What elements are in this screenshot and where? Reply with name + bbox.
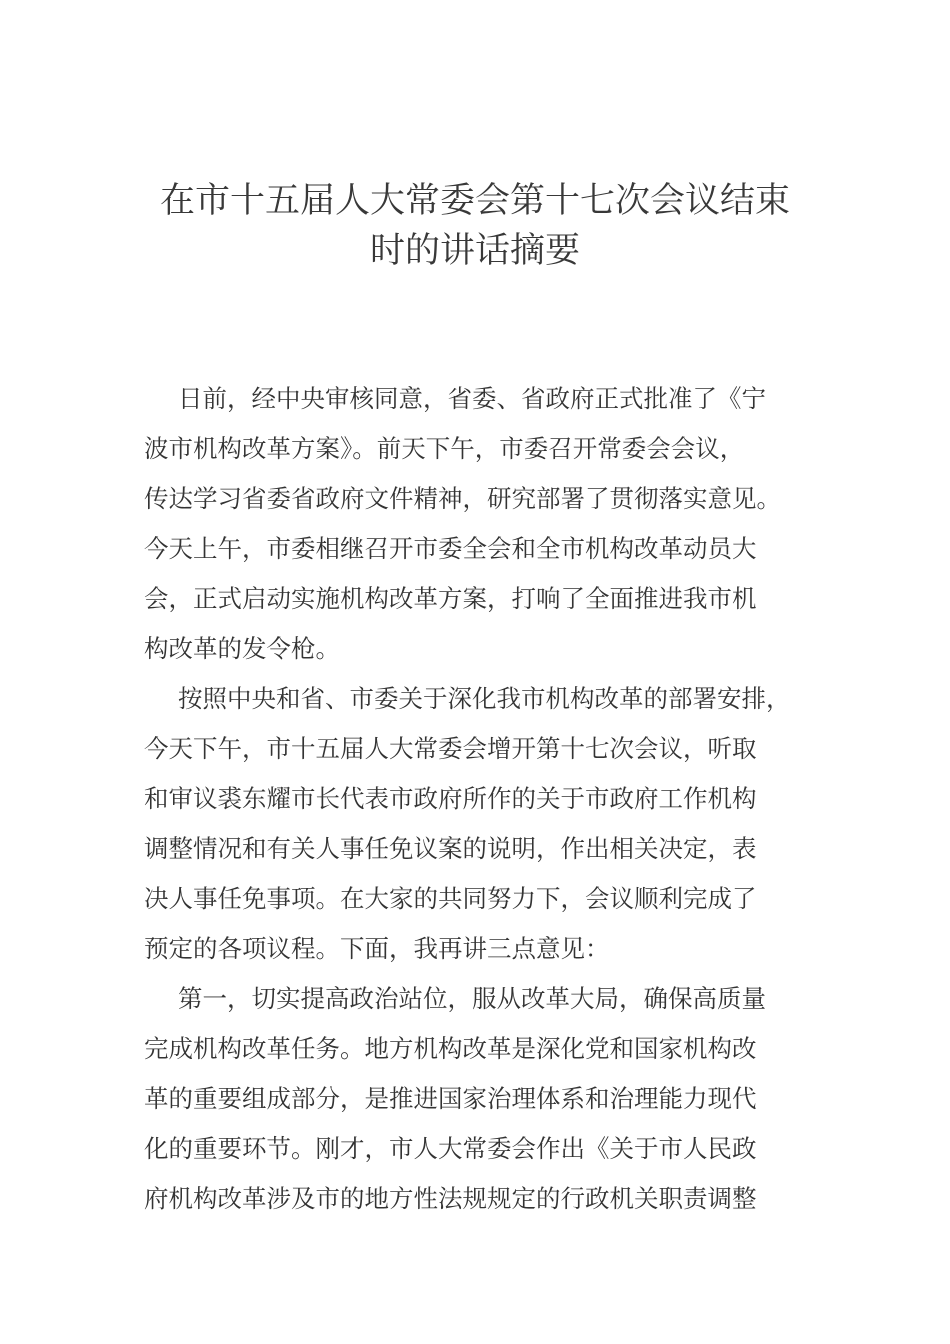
paragraph-2-line-4: 调整情况和有关人事任免议案的说明，作出相关决定，表 (144, 834, 757, 863)
paragraph-1-line-1: 日前，经中央审核同意，省委、省政府正式批准了《宁 (178, 384, 766, 413)
paragraph-3-line-4: 化的重要环节。刚才，市人大常委会作出《关于市人民政 (144, 1134, 757, 1163)
paragraph-2-line-6: 预定的各项议程。下面，我再讲三点意见： (144, 934, 610, 963)
paragraph-2-line-1: 按照中央和省、市委关于深化我市机构改革的部署安排， (178, 684, 791, 713)
paragraph-3-line-3: 革的重要组成部分，是推进国家治理体系和治理能力现代 (144, 1084, 757, 1113)
document-title-line-2: 时的讲话摘要 (369, 231, 580, 271)
paragraph-3-line-2: 完成机构改革任务。地方机构改革是深化党和国家机构改 (144, 1034, 757, 1063)
paragraph-1-line-2: 波市机构改革方案》。前天下午，市委召开常委会会议， (144, 434, 745, 463)
paragraph-1-line-5: 会，正式启动实施机构改革方案，打响了全面推进我市机 (144, 584, 757, 613)
paragraph-1-line-6: 构改革的发令枪。 (144, 634, 340, 663)
paragraph-1-line-4: 今天上午，市委相继召开市委全会和全市机构改革动员大 (144, 534, 757, 563)
paragraph-2-line-2: 今天下午，市十五届人大常委会增开第十七次会议，听取 (144, 734, 757, 763)
paragraph-3-line-1: 第一，切实提高政治站位，服从改革大局，确保高质量 (178, 984, 766, 1013)
paragraph-2-line-3: 和审议裘东耀市长代表市政府所作的关于市政府工作机构 (144, 784, 757, 813)
document-title-line-1: 在市十五届人大常委会第十七次会议结束 (159, 181, 790, 221)
paragraph-1-line-3: 传达学习省委省政府文件精神，研究部署了贯彻落实意见。 (144, 484, 781, 513)
paragraph-2-line-5: 决人事任免事项。在大家的共同努力下，会议顺利完成了 (144, 884, 757, 913)
paragraph-3-line-5: 府机构改革涉及市的地方性法规规定的行政机关职责调整 (144, 1184, 757, 1213)
